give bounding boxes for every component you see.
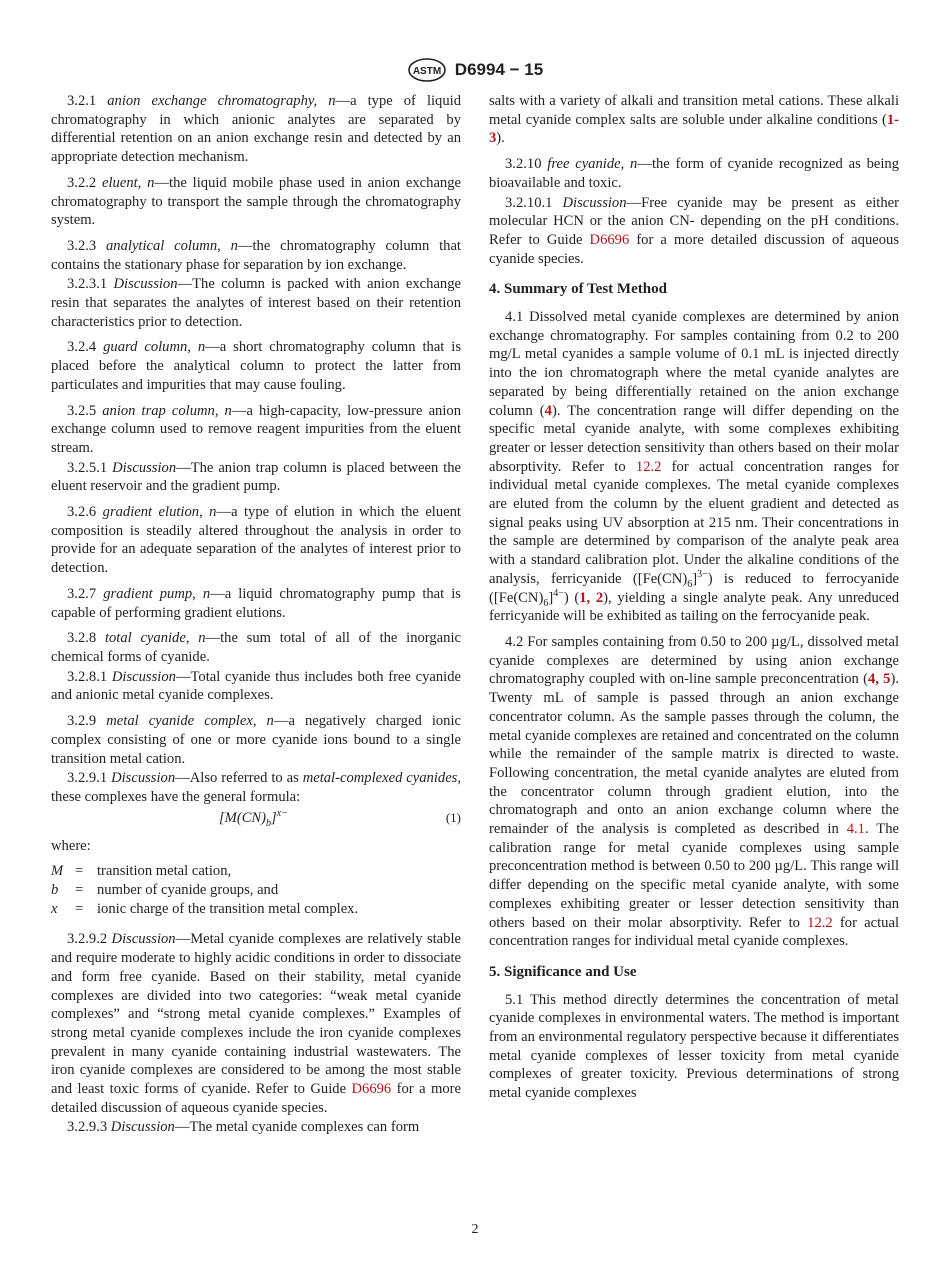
page-number: 2 (471, 1222, 479, 1237)
page-header (0, 58, 950, 82)
section-5-heading: 5. Significance and Use (489, 963, 637, 980)
section-12-2-link[interactable]: 12.2 (807, 914, 833, 931)
reference-link[interactable]: 1, 2 (579, 589, 604, 606)
definition-3-2-1: 3.2.1 anion exchange chromatography, n—a type of liquid chromatography in which anionic analytes are separated by differential retention on an anion exchange resin and detected by an appropriate detection mechanism. (51, 93, 461, 166)
left-column (51, 92, 461, 1144)
definition-3-2-9: 3.2.9 metal cyanide complex, n—a negatively charged ionic complex consisting of one or more cyanide ions bound to a single transition metal cation. (51, 713, 462, 767)
guide-d6696-link[interactable]: D6696 (351, 1081, 392, 1098)
general-formula: $[M(CN)_b]^{x-}$ (219, 807, 288, 829)
section-4-heading: 4. Summary of Test Method (489, 281, 667, 298)
svg-text:ASTM: ASTM (412, 66, 441, 77)
reference-link[interactable]: 4, 5 (867, 671, 891, 688)
variable-row: b = number of cyanide groups, and (51, 882, 279, 899)
definition-3-2-8: 3.2.8 total cyanide, n—the sum total of all of the inorganic chemical forms of cyanide. (51, 630, 461, 665)
definition-3-2-2: 3.2.2 eluent, n—the liquid mobile phase used in anion exchange chromatography to transport the sample through the chromatography system. (51, 174, 461, 229)
definition-3-2-10: 3.2.10 free cyanide, n—the form of cyanide recognized as being bioavailable and toxic. (489, 156, 899, 191)
right-column (489, 92, 899, 1110)
discussion-3-2-3-1: 3.2.3.1 Discussion—The column is packed with anion exchange resin that separates the analytes of interest based on their retention characteristics prior to detection. (51, 276, 461, 330)
discussion-3-2-9-1: 3.2.9.1 Discussion—Also referred to as metal-complexed cyanides, these complexes have the general formula: (51, 770, 462, 805)
variable-definitions (51, 862, 461, 918)
section-12-2-link[interactable]: 12.2 (635, 458, 662, 475)
definition-3-2-5: 3.2.5 anion trap column, n—a high-capacity, low-pressure anion exchange column used to remove reagent impurities from the eluent stream. (51, 402, 461, 456)
reference-link[interactable]: 4 (544, 402, 552, 419)
guide-d6696-link[interactable]: D6696 (589, 231, 630, 248)
definition-3-2-3: 3.2.3 analytical column, n—the chromatography column that contains the stationary phase for separation by ion exchange. (51, 237, 461, 273)
variable-row: M = transition metal cation, (51, 863, 232, 880)
discussion-3-2-5-1: 3.2.5.1 Discussion—The anion trap column is placed between the eluent reservoir and the gradient pump. (51, 459, 461, 495)
variable-row: x = ionic charge of the transition metal complex. (51, 900, 359, 917)
definition-3-2-6: 3.2.6 gradient elution, n—a type of elution in which the eluent composition is steadily altered throughout the analysis in order to provide for an adequate separation of the analytes of interest prior to detection. (51, 504, 461, 577)
astm-logo-icon (407, 58, 447, 82)
where-label: where: (51, 837, 91, 854)
equation-1 (51, 809, 461, 831)
equation-number: (1) (445, 809, 461, 825)
paragraph-4-2: 4.2 For samples containing from 0.50 to 200 µg/L, dissolved metal cyanide complexes are determined by using anion exchange chromatography coupled with on-line sample preconcentration (4, 5). Twenty mL of sample is passed through an anion exchange concentrator column. As the sample passes through the column, the metal cyanide complexes are retained and concentrated on the column while the remainder of the sample matrix is directed to waste. Following concentration, the metal cyanide analytes are eluted from the concentrator column through gradient elution, into the chromatograph and onto an anion exchange column where the remainder of the analysis is completed as described in 4.1. The calibration range for metal cyanide complexes using sample preconcentration method is between 0.50 to 200 µg/L. This range will differ depending on the specific metal cyanide analyte, with some complexes exhibiting greater or lesser detection sensitivity than others based on their molar absorptivity. Refer to 12.2 for actual concentration ranges for individual metal cyanide complexes. (489, 633, 900, 950)
discussion-3-2-9-2: 3.2.9.2 Discussion—Metal cyanide complexes are relatively stable and require moderate to highly acidic conditions in order to dissociate and form free cyanide. Based on their stability, metal cyanide complexes are divided into two categories: “weak metal cyanide complexes” and “strong metal cyanide complexes.” Examples of strong metal cyanide complexes include the iron cyanide complexes prevalent in many cyanide containing industrial wastewaters. The iron cyanide complexes are considered to be among the most stable and least toxic forms of cyanide. Refer to Guide D6696 for a more detailed discussion of aqueous cyanide species. (51, 931, 461, 1116)
discussion-3-2-8-1: 3.2.8.1 Discussion—Total cyanide thus includes both free cyanide and anionic metal cyanide complexes. (51, 668, 461, 704)
standard-designation: D6994 − 15 (454, 60, 544, 79)
section-4-1-link[interactable]: 4.1 (846, 821, 865, 838)
paragraph-5-1: 5.1 This method directly determines the concentration of metal cyanide complexes in environmental waters. The method is important from an environmental regulatory perspective because it differentiates metal cyanide complexes of lesser toxicity from metal cyanide complexes of greater toxicity. Previous determinations of strong metal cyanide complexes (489, 991, 899, 1102)
reference-link[interactable]: 1-3 (489, 111, 899, 147)
definition-3-2-7: 3.2.7 gradient pump, n—a liquid chromatography pump that is capable of performing gradient elutions. (51, 585, 461, 621)
discussion-3-2-9-3: 3.2.9.3 Discussion—The metal cyanide complexes can form (67, 1119, 420, 1136)
definition-3-2-4: 3.2.4 guard column, n—a short chromatography column that is placed before the analytical column to protect the latter from particulates and impurities that may cause fouling. (51, 339, 462, 393)
discussion-3-2-10-1: 3.2.10.1 Discussion—Free cyanide may be present as either molecular HCN or the anion CN- depending on the pH conditions. Refer to Guide D6696 for a more detailed discussion of aqueous cyanide species. (489, 194, 900, 267)
paragraph-4-1: 4.1 Dissolved metal cyanide complexes are determined by anion exchange chromatography. For samples containing from 0.2 to 200 mg/L metal cyanides a sample volume of 0.1 mL is injected directly into the ion chromatograph where the metal cyanide analytes are separated by being differentially retained on the anion exchange column (4). The concentration range will differ depending on the specific metal cyanide analyte, with some complexes exhibiting greater or lesser detection sensitivity than others based on their molar absorptivity. Refer to 12.2 for actual concentration ranges for individual metal cyanide complexes. The metal cyanide complexes are eluted from the column by the eluent gradient and detected as signal peaks using UV absorption at 215 nm. Their concentrations in the sample are determined by comparison of the analyte peak area with a standard calibration plot. Under the alkaline conditions of the analysis, ferricyanide $([Fe(CN)_6]^{3-})$ is reduced to ferrocyanide $([Fe(CN)_6]^{4-})$ (1, 2), yielding a single analyte peak. Any unreduced ferricyanide will be exhibited as tailing on the ferrocyanide peak. (489, 309, 899, 625)
discussion-3-2-9-3-continued: salts with a variety of alkali and transition metal cations. These alkali metal cyanide complex salts are soluble under alkaline conditions (1-3). (489, 93, 899, 147)
